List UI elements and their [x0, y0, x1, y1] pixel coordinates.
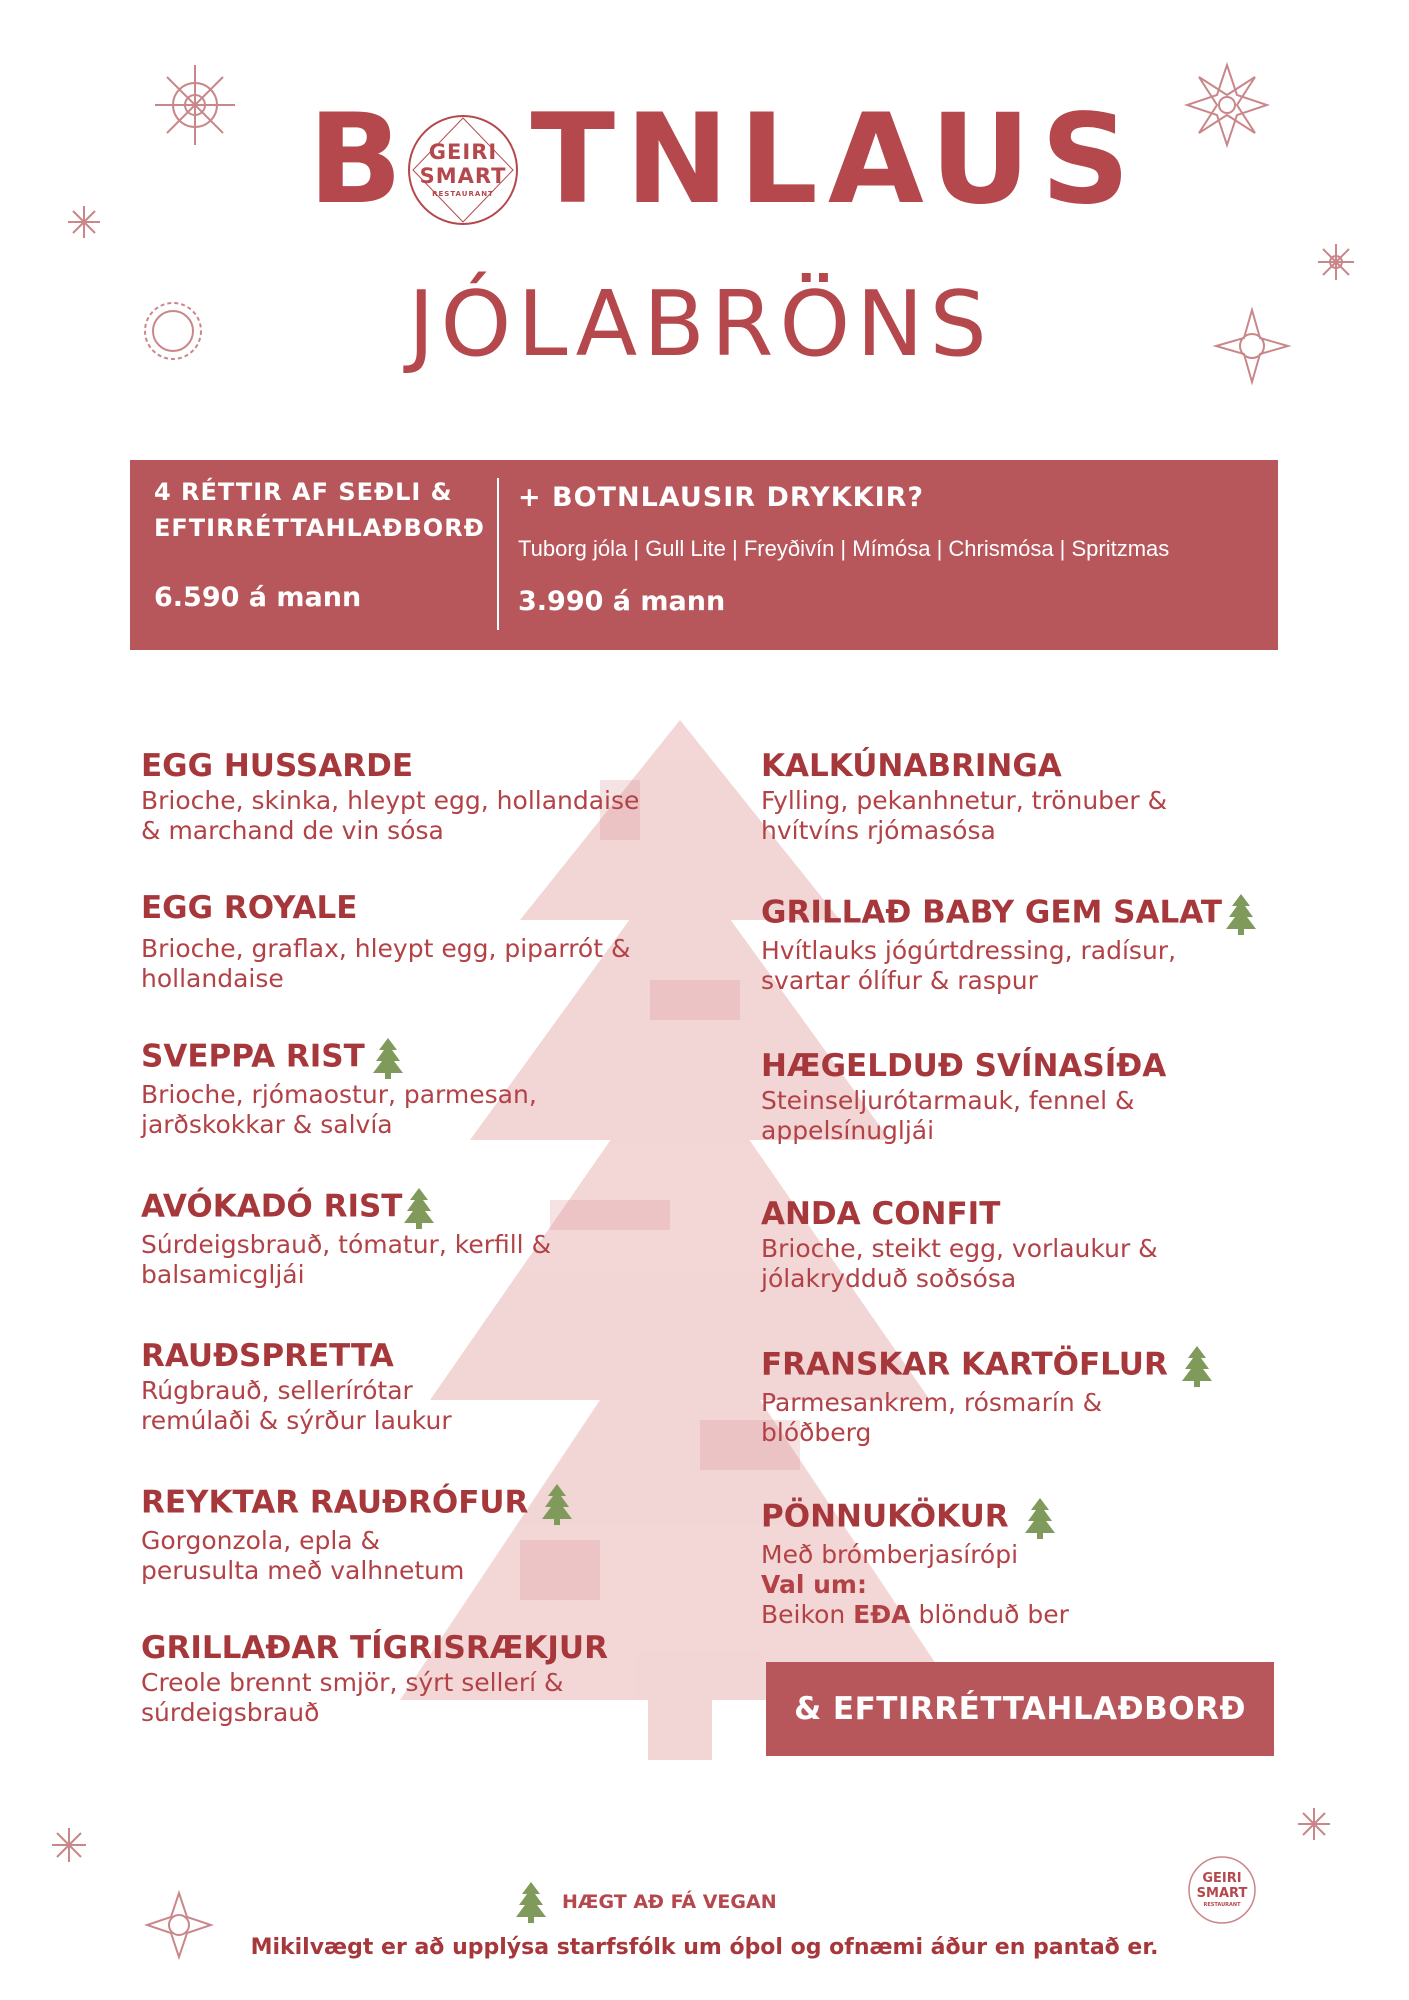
price-divider [497, 478, 499, 630]
dish-desc: Rúgbrauð, sellerírótar remúlaði & sýrður laukur [141, 1376, 452, 1435]
menu-item [761, 1344, 1214, 1448]
dish-name: EGG HUSSARDE [141, 748, 414, 784]
dish-desc: Parmesankrem, rósmarín & blóðberg [761, 1388, 1103, 1447]
dish-name: REYKTAR RAUÐRÓFUR [141, 1482, 574, 1526]
snowflake-icon [152, 62, 238, 148]
menu-item [141, 1482, 574, 1586]
dish-desc: Brioche, graflax, hleypt egg, piparrót & hollandaise [141, 934, 631, 993]
vegan-note-text: HÆGT AÐ FÁ VEGAN [562, 1891, 777, 1913]
dish-desc: Creole brennt smjör, sýrt sellerí & súrdeigsbrauð [141, 1668, 564, 1727]
dish-desc: Hvítlauks jógúrtdressing, radísur, svartar ólífur & raspur [761, 936, 1177, 995]
dish-name: GRILLAÐ BABY GEM SALAT [761, 892, 1258, 936]
dish-desc: Fylling, pekanhnetur, trönuber & hvítvíns rjómasósa [761, 786, 1168, 845]
snowflake-icon [1212, 306, 1292, 386]
snowflake-icon [140, 298, 206, 364]
menu-item [141, 888, 630, 994]
left-heading-line-1: 4 RÉTTIR AF SEÐLI & [154, 478, 453, 506]
menu-item [761, 1046, 1166, 1146]
dish-desc: Brioche, skinka, hleypt egg, hollandaise & marchand de vin sósa [141, 786, 640, 845]
logo-line-1: GEIRI [428, 140, 498, 164]
dish-desc: Brioche, steikt egg, vorlaukur & jólakrydduð soðsósa [761, 1234, 1158, 1293]
drinks-list: Tuborg jóla | Gull Lite | Freyðivín | Mímósa | Chrismósa | Spritzmas [518, 536, 1170, 561]
menu-item [141, 1186, 551, 1290]
vegan-note [514, 1880, 777, 1924]
menu-item [761, 892, 1258, 996]
vegan-tree-icon [1023, 1496, 1057, 1540]
menu-item [761, 1496, 1069, 1630]
title-end: TNLAUS [530, 88, 1141, 232]
vegan-tree-icon [1180, 1344, 1214, 1388]
vegan-tree-icon [371, 1036, 405, 1080]
dessert-buffet-banner: & EFTIRRÉTTAHLAÐBORÐ [766, 1662, 1274, 1756]
dish-name: EGG ROYALE [141, 890, 358, 926]
menu-item [761, 1194, 1158, 1294]
price-box-left-heading [154, 474, 485, 546]
footer-logo-line-1: GEIRI [1202, 1871, 1242, 1886]
menu-item [141, 1336, 452, 1436]
dish-desc: Með brómberjasírópi Val um: Beikon EÐA blönduð ber [761, 1540, 1069, 1629]
footer-logo-sub: RESTAURANT [1203, 1902, 1241, 1908]
right-price: 3.990 á mann [518, 586, 726, 617]
dish-name: ANDA CONFIT [761, 1196, 1001, 1232]
snowflake-icon [50, 1826, 88, 1864]
vegan-tree-icon [402, 1186, 436, 1230]
dish-desc: Steinseljurótarmauk, fennel & appelsínugljái [761, 1086, 1135, 1145]
vegan-tree-icon [540, 1482, 574, 1526]
snowflake-icon [1184, 62, 1270, 148]
price-box [130, 460, 1278, 650]
vegan-tree-icon [1224, 892, 1258, 936]
allergy-note: Mikilvægt er að upplýsa starfsfólk um óþol og ofnæmi áður en pantað er. [250, 1935, 1159, 1960]
menu-item [141, 1036, 537, 1140]
snowflake-icon [66, 204, 102, 240]
restaurant-logo [405, 112, 521, 228]
menu-item [761, 746, 1167, 846]
menu-item [141, 1628, 608, 1728]
dish-name: RAUÐSPRETTA [141, 1338, 394, 1374]
dish-desc: Brioche, rjómaostur, parmesan, jarðskokkar & salvía [141, 1080, 537, 1139]
dish-name: FRANSKAR KARTÖFLUR [761, 1344, 1214, 1388]
dish-desc: Súrdeigsbrauð, tómatur, kerfill & balsamicgljái [141, 1230, 552, 1289]
dish-name: SVEPPA RIST [141, 1036, 537, 1080]
dish-name: KALKÚNABRINGA [761, 748, 1062, 784]
logo-line-2: SMART [419, 164, 507, 188]
snowflake-icon [1316, 242, 1356, 282]
left-price: 6.590 á mann [154, 582, 362, 613]
left-heading-line-2: EFTIRRÉTTAHLAÐBORÐ [154, 514, 485, 542]
dish-name: PÖNNUKÖKUR [761, 1496, 1069, 1540]
logo-sub: RESTAURANT [432, 190, 494, 198]
dish-name: AVÓKADÓ RIST [141, 1186, 551, 1230]
dish-name: GRILLAÐAR TÍGRISRÆKJUR [141, 1630, 608, 1666]
dish-desc: Gorgonzola, epla & perusulta með valhnetum [141, 1526, 465, 1585]
snowflake-icon [1296, 1806, 1332, 1842]
footer-logo [1186, 1854, 1258, 1926]
title-start: B [308, 88, 413, 232]
dish-name: HÆGELDUÐ SVÍNASÍÐA [761, 1048, 1167, 1084]
page-subtitle: JÓLABRÖNS [408, 272, 993, 377]
right-heading: + BOTNLAUSIR DRYKKIR? [518, 482, 925, 513]
menu-item [141, 746, 639, 846]
vegan-tree-icon [514, 1880, 548, 1924]
footer-logo-line-2: SMART [1196, 1886, 1248, 1901]
